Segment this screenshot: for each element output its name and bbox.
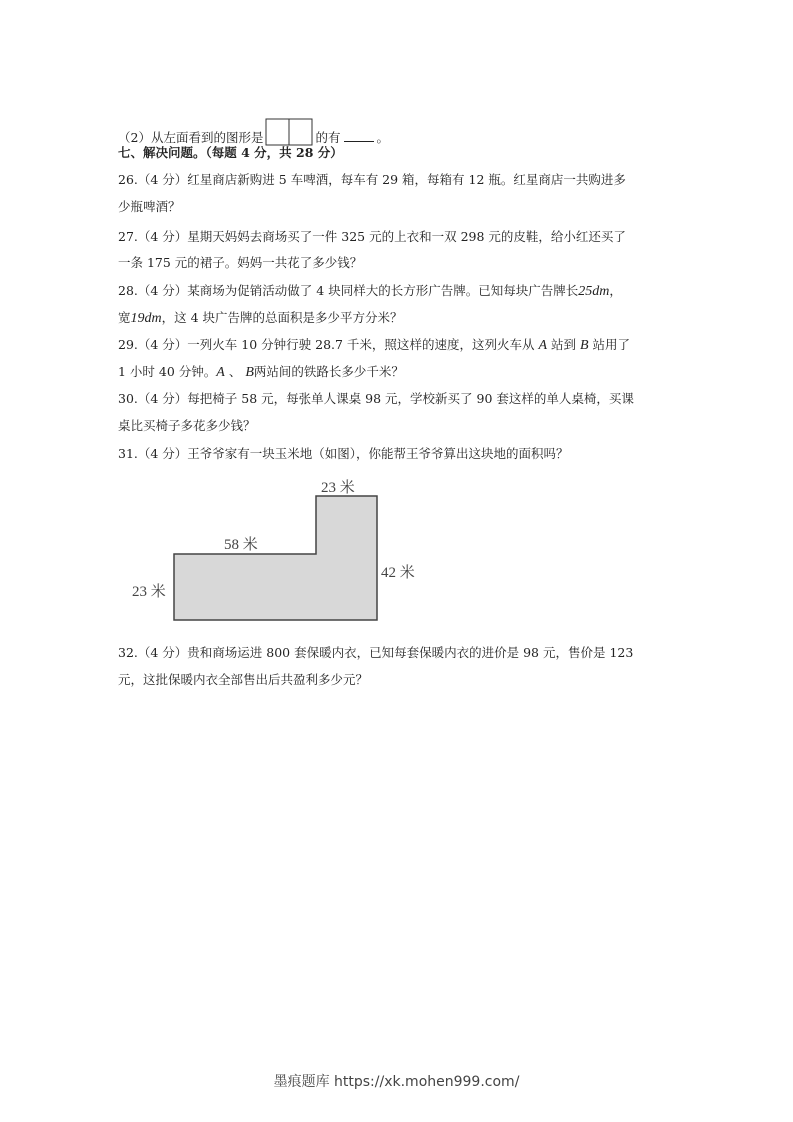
q28-line-1a: 28.（4 分）某商场为促销活动做了 4 块同样大的长方形广告牌。已知每块广告牌长: [118, 283, 579, 298]
q31-line-1: 31.（4 分）王爷爷家有一块玉米地（如图），你能帮王爷爷算出这块地的面积吗？: [118, 446, 569, 461]
q29-line-1: [118, 337, 630, 354]
q29-line-2c: 两站间的铁路长多少千米？: [253, 364, 404, 379]
q29-line-1a: 29.（4 分）一列火车 10 分钟行驶 28.7 千米，照这样的速度，这列火车从: [118, 337, 535, 352]
corn-field-figure: [118, 474, 438, 630]
l-shape-field: [174, 496, 377, 620]
q29-station-a: A: [538, 338, 547, 353]
footer-watermark: 墨痕题库 https://xk.mohen999.com/: [273, 1074, 520, 1090]
q29-station-b: B: [579, 338, 589, 353]
q29-line-1b: 站到: [550, 337, 576, 352]
label-left-height: 23 米: [132, 584, 166, 600]
q25-part2-prefix: （2）从左面看到的图形是: [118, 130, 264, 145]
q29-line-1c: 站用了: [592, 337, 631, 352]
q27-line-1: 27.（4 分）星期天妈妈去商场买了一件 325 元的上衣和一双 298 元的皮鞋，给小红还买了: [118, 229, 626, 244]
q28-length-unit: dm: [592, 284, 610, 299]
q28-width-unit: dm: [144, 311, 162, 326]
answer-blank[interactable]: [344, 129, 374, 142]
q26-line-1: 26.（4 分）红星商店新购进 5 车啤酒，每车有 29 箱，每箱有 12 瓶。红星商店一共购进多: [118, 172, 626, 187]
q28-line-1: [118, 283, 622, 300]
section-title: 七、解决问题。（每题 4 分，共 28 分）: [118, 145, 343, 160]
q29-station-a-2: A: [216, 365, 225, 380]
q32-line-2: 元，这批保暖内衣全部售出后共盈利多少元？: [118, 672, 369, 687]
q30-line-1: 30.（4 分）每把椅子 58 元，每张单人课桌 98 元，学校新买了 90 套这样的单人桌椅，买课: [118, 391, 634, 406]
q29-station-b-2: B: [245, 365, 254, 380]
label-top-width: 23 米: [321, 480, 355, 496]
q26-line-2: 少瓶啤酒？: [118, 199, 181, 214]
q28-line-2b: ，这 4 块广告牌的总面积是多少平方分米？: [161, 310, 403, 325]
label-right-height: 42 米: [381, 565, 415, 581]
q28-line-2: [118, 310, 403, 327]
q29-line-2b: 、: [228, 364, 242, 379]
q25-part2-end: 。: [376, 130, 389, 145]
q25-part2-suffix: 的有: [315, 130, 341, 145]
label-upper-length: 58 米: [224, 537, 258, 553]
q27-line-2: 一条 175 元的裙子。妈妈一共花了多少钱？: [118, 255, 363, 270]
q28-line-2a: 宽: [118, 310, 131, 325]
q30-line-2: 桌比买椅子多花多少钱？: [118, 418, 256, 433]
q28-line-1b: ，: [609, 283, 622, 298]
q28-length-value: 25: [578, 284, 593, 299]
q29-line-2a: 1 小时 40 分钟。: [118, 364, 217, 379]
q28-width-value: 19: [130, 311, 145, 326]
q32-line-1: 32.（4 分）贵和商场运进 800 套保暖内衣，已知每套保暖内衣的进价是 98 元，售价是 123: [118, 645, 634, 660]
q29-line-2: [118, 364, 404, 381]
